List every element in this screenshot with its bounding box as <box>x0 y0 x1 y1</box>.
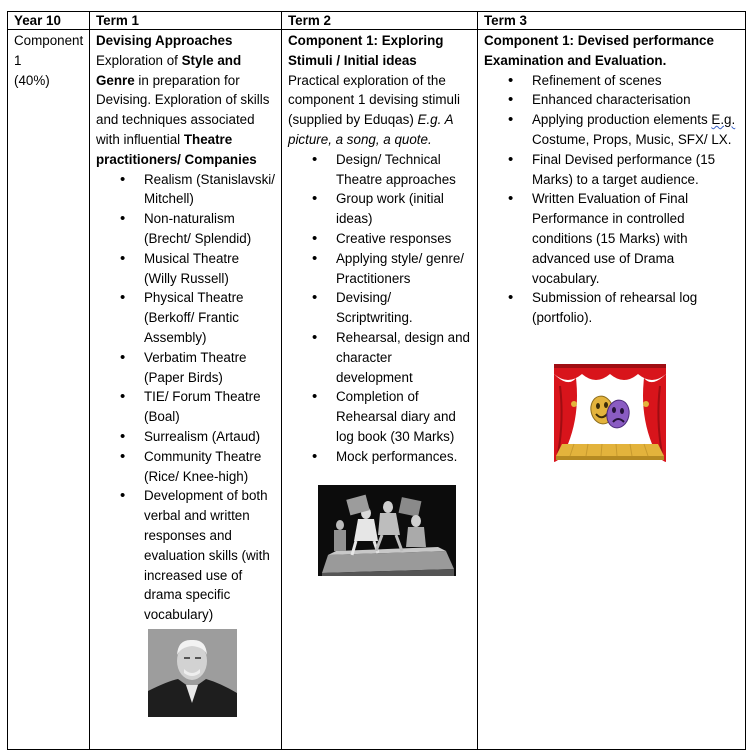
header-row <box>8 12 746 30</box>
list-item: • Submission of rehearsal log (portfolio). <box>532 288 739 328</box>
list-item-text: Applying production elements <box>532 112 712 128</box>
list-item: • Applying style/ genre/ Practitioners <box>336 249 471 289</box>
term-2-heading: Component 1: Exploring Stimuli / Initial ideas <box>288 33 444 68</box>
list-item: • Community Theatre (Rice/ Knee-high) <box>144 447 275 487</box>
header-term-1: Term 1 <box>90 12 282 30</box>
term-3-cell <box>478 30 746 750</box>
term-1-list <box>96 170 275 625</box>
term-2-intro-text: Practical exploration of the component 1 devising stimuli (supplied by Eduqas) <box>288 72 460 128</box>
term-1-cell <box>90 30 282 750</box>
term-1-intro-bold-b: Theatre practitioners/ Companies <box>96 131 257 167</box>
term-2-intro-italic: E.g. A picture, a song, a quote. <box>288 112 454 147</box>
list-item: • Enhanced characterisation <box>532 90 739 110</box>
list-item: • Realism (Stanislavski/ Mitchell) <box>144 170 275 210</box>
list-item: • Mock performances. <box>336 447 471 467</box>
term-1-intro <box>96 51 275 170</box>
header-term-2: Term 2 <box>282 12 478 30</box>
list-item: • Refinement of scenes <box>532 71 739 91</box>
list-item: • Physical Theatre (Berkoff/ Frantic Assembly) <box>144 288 275 347</box>
list-item: • Group work (initial ideas) <box>336 189 471 229</box>
term-2-list <box>288 150 471 467</box>
list-item: • Devising/ Scriptwriting. <box>336 288 471 328</box>
component-number: 1 <box>14 52 22 68</box>
theatre-stage-masks-image <box>554 364 666 464</box>
list-item: • Musical Theatre (Willy Russell) <box>144 249 275 289</box>
term-2-cell <box>282 30 478 750</box>
stage-performance-image <box>318 485 456 576</box>
list-item: • Development of both verbal and written responses and evaluation skills (with increased use of drama specific vocabulary) <box>144 486 275 625</box>
list-item: • Non-naturalism (Brecht/ Splendid) <box>144 209 275 249</box>
term-1-heading: Devising Approaches <box>96 33 233 48</box>
component-label: Component <box>14 33 84 48</box>
list-item: • Creative responses <box>336 229 471 249</box>
component-weight: (40%) <box>14 72 50 88</box>
list-item: • TIE/ Forum Theatre (Boal) <box>144 387 275 427</box>
list-item: • Completion of Rehearsal diary and log book (30 Marks) <box>336 387 471 446</box>
list-item: • Rehearsal, design and character development <box>336 328 471 387</box>
component-cell <box>8 30 90 750</box>
list-item: • Written Evaluation of Final Performance in controlled conditions (15 Marks) with advanced use of Drama vocabulary. <box>532 189 739 288</box>
header-year: Year 10 <box>8 12 90 30</box>
list-item-eg: E.g. <box>711 112 736 128</box>
list-item <box>532 110 739 150</box>
term-3-heading: Component 1: Devised performance Examination and Evaluation. <box>484 33 714 68</box>
term-1-intro-bold-a: Style and Genre <box>96 52 242 88</box>
curriculum-table <box>7 11 746 750</box>
term-1-intro-text-b: in preparation for Devising. Exploration of skills and techniques associated with influential <box>96 72 270 147</box>
list-item: • Verbatim Theatre (Paper Birds) <box>144 348 275 388</box>
list-item: • Design/ Technical Theatre approaches <box>336 150 471 190</box>
term-2-intro <box>288 71 471 150</box>
list-item: • Final Devised performance (15 Marks) to a target audience. <box>532 150 739 190</box>
header-term-3: Term 3 <box>478 12 746 30</box>
component-row <box>8 30 746 750</box>
term-3-list <box>484 71 739 328</box>
term-1-intro-text-a: Exploration of <box>96 52 182 68</box>
list-item-text-end: Costume, Props, Music, SFX/ LX. <box>532 131 732 147</box>
list-item: • Surrealism (Artaud) <box>144 427 275 447</box>
practitioner-portrait-image <box>148 629 237 717</box>
